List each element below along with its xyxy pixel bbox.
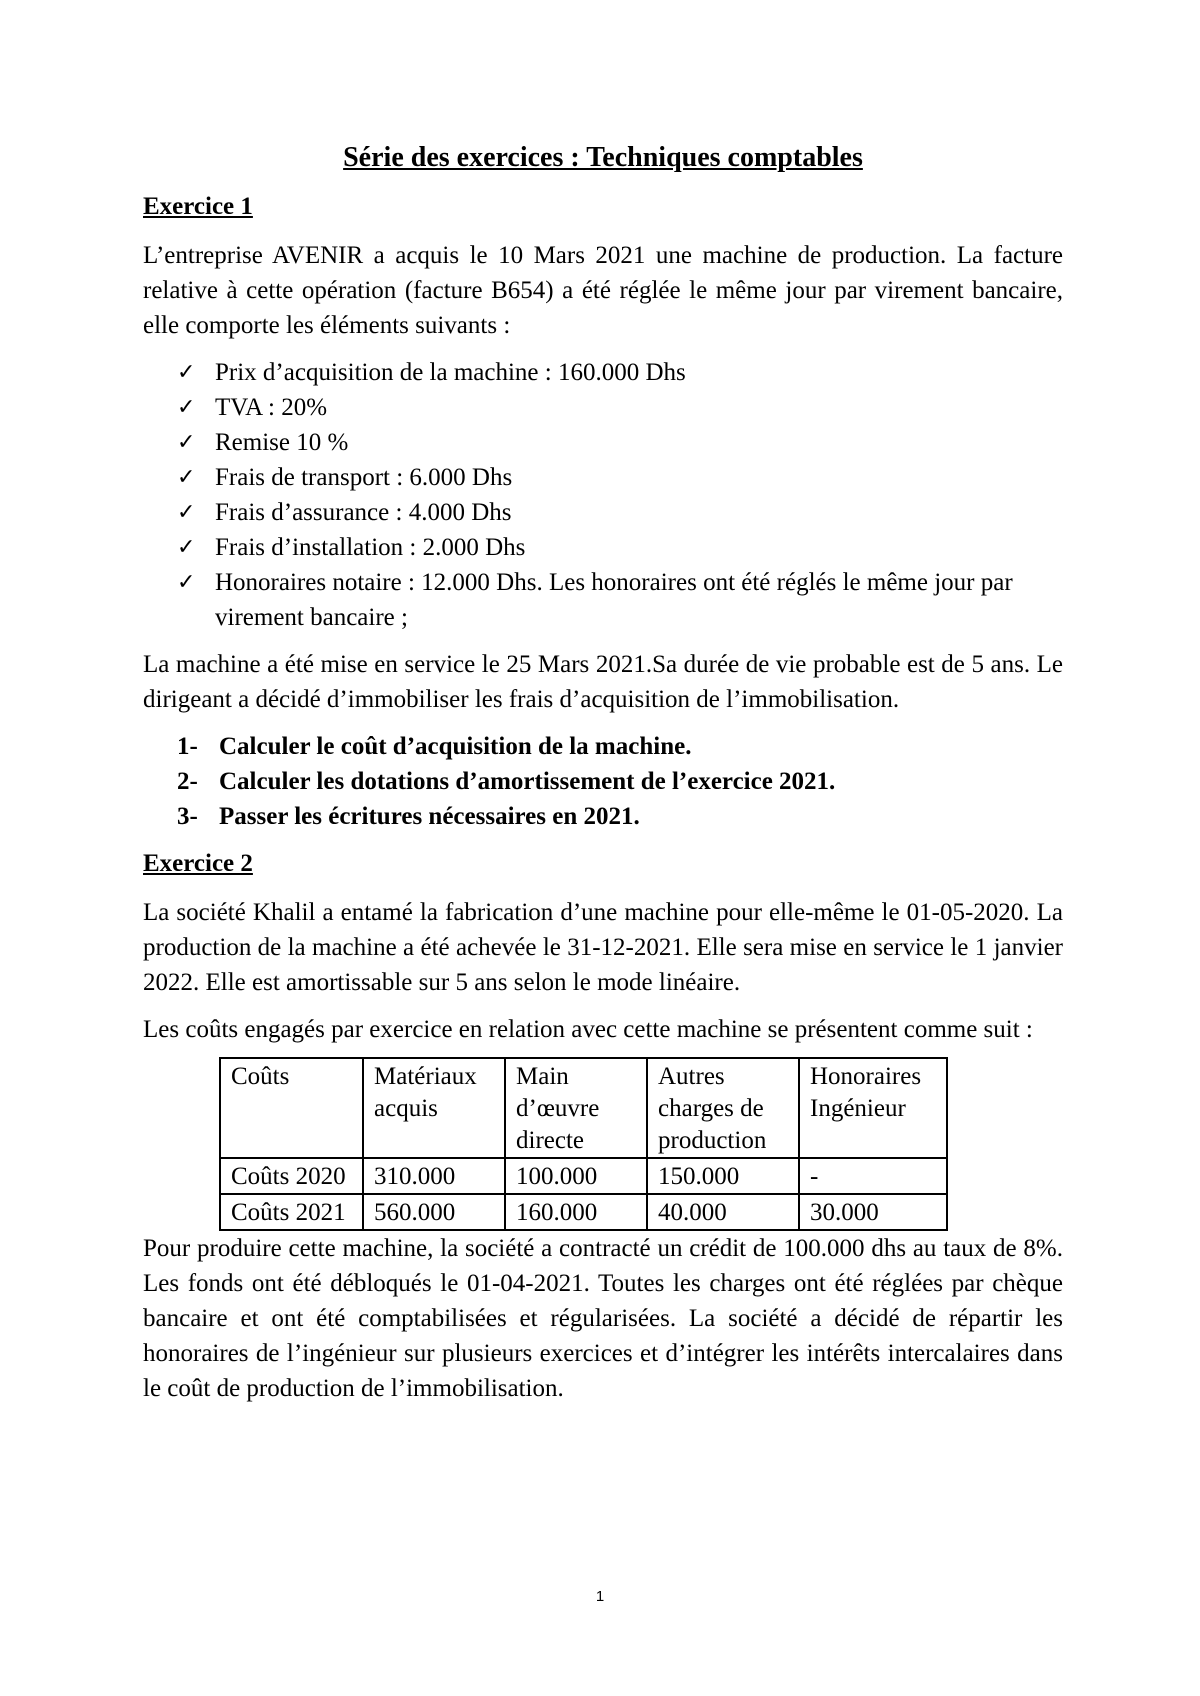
list-item [177,390,1063,425]
list-item-text: TVA : 20% [215,394,328,421]
question-item [177,764,1063,799]
list-item-text: Frais d’installation : 2.000 Dhs [215,534,526,561]
list-item-text: Remise 10 % [215,429,349,456]
question-text: Calculer le coût d’acquisition de la machine. [219,733,692,760]
check-icon: ✓ [177,395,196,420]
table-cell: 310.000 [363,1158,505,1194]
exercise-1-service-text: La machine a été mise en service le 25 Mars 2021.Sa durée de vie probable est de 5 ans. Le dirigeant a décidé d’immobiliser les frais d’acquisition de l’immobilisation. [143,651,1063,713]
page-content [143,140,1063,1418]
exercise-1-questions [143,729,1063,834]
table-cell: Coûts 2021 [220,1194,363,1230]
check-icon: ✓ [177,465,196,490]
table-cell: Coûts 2020 [220,1158,363,1194]
list-item [177,425,1063,460]
table-header-cell: Autres charges de production [647,1058,799,1158]
list-item-text: Frais d’assurance : 4.000 Dhs [215,499,512,526]
page-number: 1 [595,1588,605,1605]
exercise-2-conclusion: Pour produire cette machine, la société a contracté un crédit de 100.000 dhs au taux de 8%. Les fonds ont été débloqués le 01-04-2021. Toutes les charges ont été réglées par chèque bancaire et ont été comptabilisées et régularisées. La société a décidé de répartir les honoraires de l’ingénieur sur plusieurs exercices et d’intégrer les intérêts intercalaires dans le coût de production de l’immobilisation. [143,1235,1063,1402]
table-header-row [220,1058,947,1158]
table-header-cell: Main d’œuvre directe [505,1058,647,1158]
question-text: Passer les écritures nécessaires en 2021. [219,803,640,830]
question-number: 3- [177,803,198,830]
exercise-1-heading: Exercice 1 [143,193,253,220]
list-item-text: Prix d’acquisition de la machine : 160.000 Dhs [215,359,686,386]
table-header-cell: Coûts [220,1058,363,1158]
table-header-cell: Matériaux acquis [363,1058,505,1158]
list-item [177,530,1063,565]
question-item [177,799,1063,834]
list-item [177,460,1063,495]
list-item [177,495,1063,530]
check-icon: ✓ [177,500,196,525]
check-icon: ✓ [177,430,196,455]
table-row [220,1158,947,1194]
exercise-1-items [143,355,1063,635]
check-icon: ✓ [177,535,196,560]
table-cell: 30.000 [799,1194,947,1230]
exercise-2-costs-intro: Les coûts engagés par exercice en relation avec cette machine se présentent comme suit : [143,1016,1033,1043]
table-cell: - [799,1158,947,1194]
list-item [177,565,1063,635]
list-item [177,355,1063,390]
question-number: 2- [177,768,198,795]
check-icon: ✓ [177,570,196,595]
document-title: Série des exercices : Techniques comptables [343,142,863,173]
table-cell: 160.000 [505,1194,647,1230]
exercise-1-intro: L’entreprise AVENIR a acquis le 10 Mars 2021 une machine de production. La facture relative à cette opération (facture B654) a été réglée le même jour par virement bancaire, elle comporte les éléments suivants : [143,242,1063,339]
list-item-text: Frais de transport : 6.000 Dhs [215,464,513,491]
exercise-2-heading: Exercice 2 [143,850,253,877]
question-number: 1- [177,733,198,760]
list-item-text: Honoraires notaire : 12.000 Dhs. Les honoraires ont été réglés le même jour par virement bancaire ; [215,569,1013,631]
costs-table [219,1057,948,1231]
check-icon: ✓ [177,360,196,385]
exercise-2-intro: La société Khalil a entamé la fabrication d’une machine pour elle-même le 01-05-2020. La production de la machine a été achevée le 31-12-2021. Elle sera mise en service le 1 janvier 2022. Elle est amortissable sur 5 ans selon le mode linéaire. [143,899,1063,996]
table-cell: 150.000 [647,1158,799,1194]
table-cell: 40.000 [647,1194,799,1230]
question-text: Calculer les dotations d’amortissement de l’exercice 2021. [219,768,836,795]
table-header-cell: Honoraires Ingénieur [799,1058,947,1158]
table-cell: 560.000 [363,1194,505,1230]
table-cell: 100.000 [505,1158,647,1194]
table-row [220,1194,947,1230]
question-item [177,729,1063,764]
